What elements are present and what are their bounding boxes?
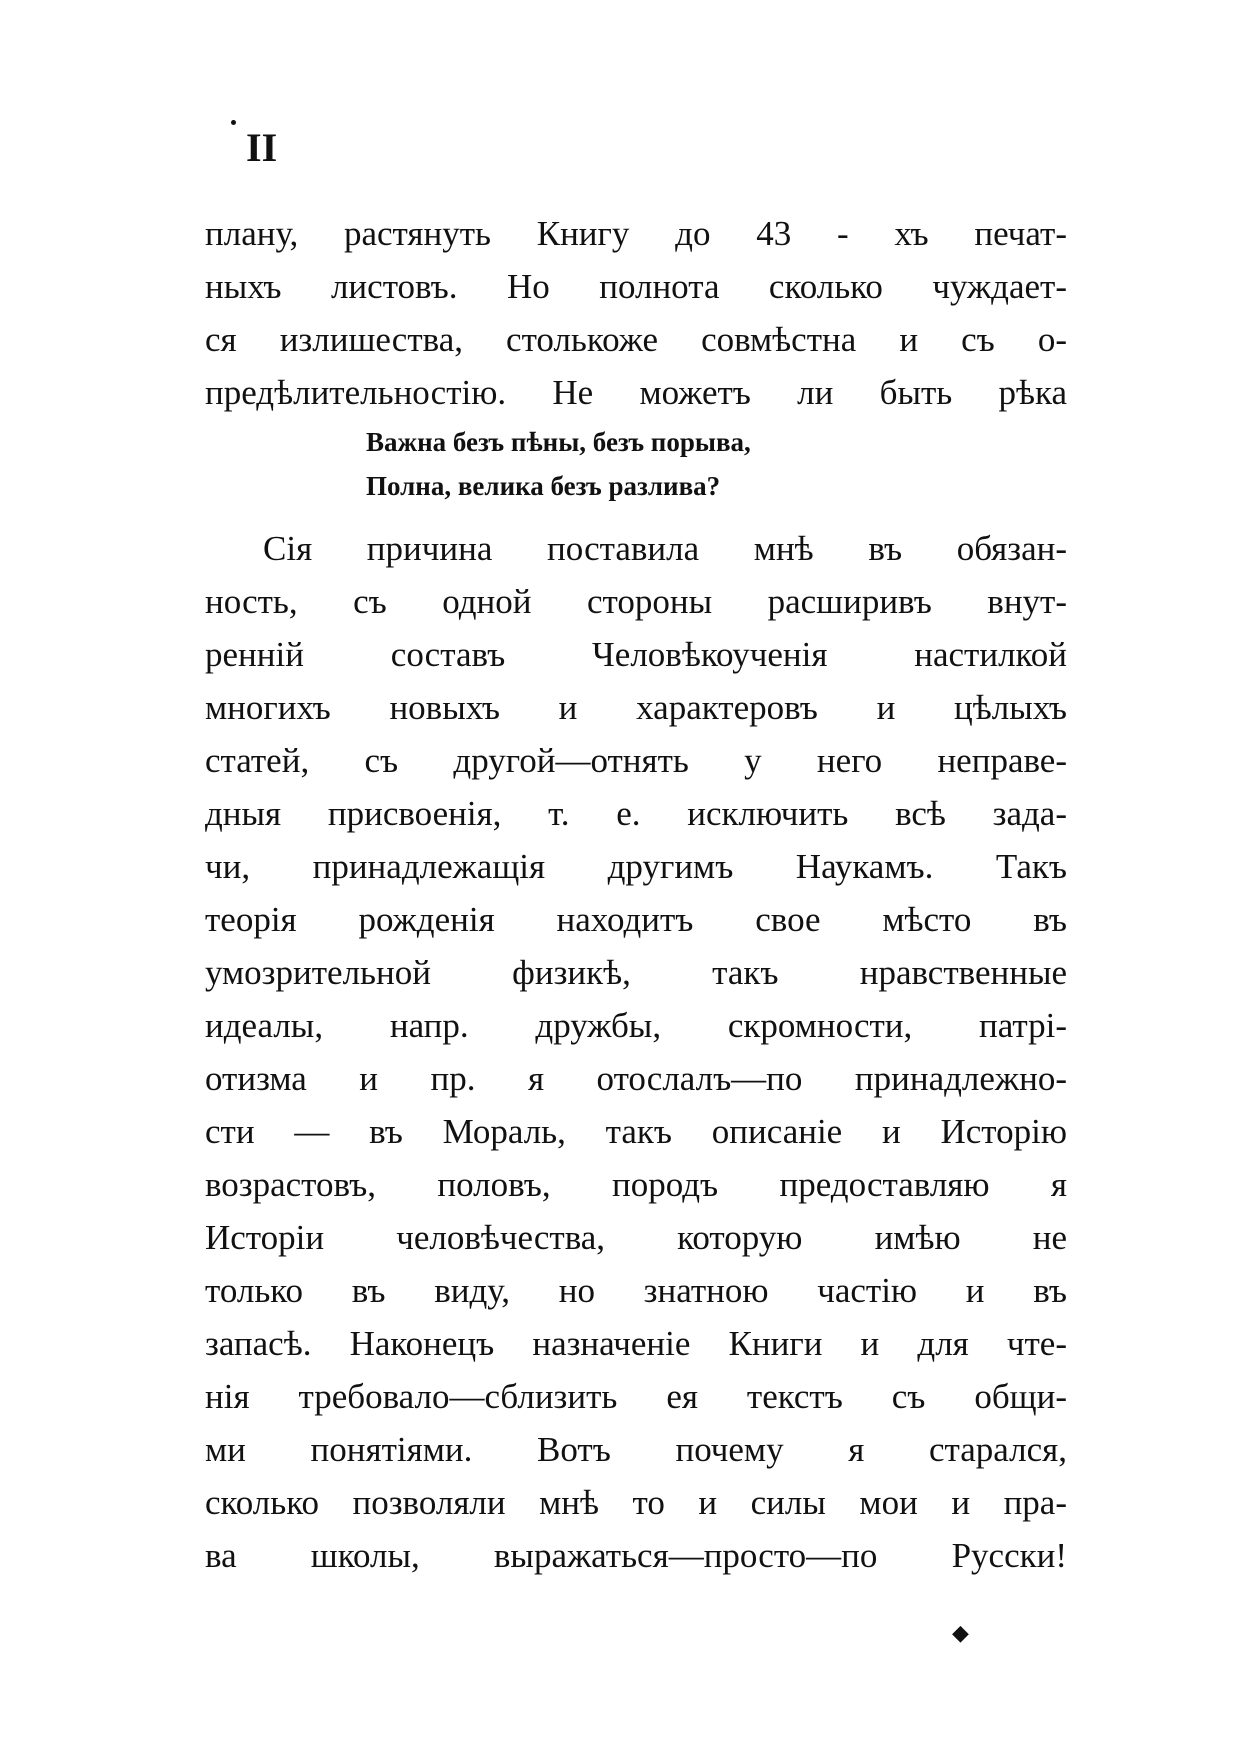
text-line: предѣлительностію. Не можетъ ли быть рѣка bbox=[205, 373, 1067, 412]
text-line: ми понятіями. Вотъ почему я старался, bbox=[205, 1430, 1067, 1469]
text-line: возрастовъ, половъ, породъ предоставляю я bbox=[205, 1165, 1067, 1204]
text-line: теорія рожденія находитъ свое мѣсто въ bbox=[205, 900, 1067, 939]
verse-line: Важна безъ пѣны, безъ порыва, bbox=[366, 427, 751, 457]
text-line: нія требовало—сблизить ея текстъ съ общи- bbox=[205, 1377, 1067, 1416]
text-line: умозрительной физикѣ, такъ нравственные bbox=[205, 953, 1067, 992]
paragraph-1 bbox=[205, 207, 1067, 419]
text-line: многихъ новыхъ и характеровъ и цѣлыхъ bbox=[205, 688, 1067, 727]
text-line: ся излишества, столькоже совмѣстна и съ о- bbox=[205, 320, 1067, 359]
paragraph-2 bbox=[205, 522, 1067, 1582]
ornament-mark: ◆ bbox=[952, 1620, 969, 1645]
verse-line: Полна, велика безъ разлива? bbox=[366, 471, 721, 501]
text-line: отизма и пр. я отослалъ—по принадлежно- bbox=[205, 1059, 1067, 1098]
text-line: Сія причина поставила мнѣ въ обязан- bbox=[263, 529, 1067, 568]
ink-speck bbox=[231, 120, 236, 125]
text-line: плану, растянуть Книгу до 43 - хъ печат- bbox=[205, 214, 1067, 253]
text-line: идеалы, напр. дружбы, скромности, патрі- bbox=[205, 1006, 1067, 1045]
page-number: II bbox=[246, 125, 278, 170]
text-line: ренній составъ Человѣкоученія настилкой bbox=[205, 635, 1067, 674]
text-line: сти — въ Мораль, такъ описаніе и Исторію bbox=[205, 1112, 1067, 1151]
text-line: запасѣ. Наконецъ назначеніе Книги и для чте- bbox=[205, 1324, 1067, 1363]
verse-quote bbox=[366, 420, 751, 508]
text-line: статей, съ другой—отнять у него неправе- bbox=[205, 741, 1067, 780]
text-line: чи, принадлежащія другимъ Наукамъ. Такъ bbox=[205, 847, 1067, 886]
text-line: ва школы, выражаться—просто—по Русски! bbox=[205, 1536, 1067, 1575]
text-line: сколько позволяли мнѣ то и силы мои и пра- bbox=[205, 1483, 1067, 1522]
text-line: только въ виду, но знатною частію и въ bbox=[205, 1271, 1067, 1310]
text-line: ныхъ листовъ. Но полнота сколько чуждает- bbox=[205, 267, 1067, 306]
text-line: Исторіи человѣчества, которую имѣю не bbox=[205, 1218, 1067, 1257]
text-line: ность, съ одной стороны расширивъ внут- bbox=[205, 582, 1067, 621]
text-line: дныя присвоенія, т. е. исключить всѣ зада- bbox=[205, 794, 1067, 833]
